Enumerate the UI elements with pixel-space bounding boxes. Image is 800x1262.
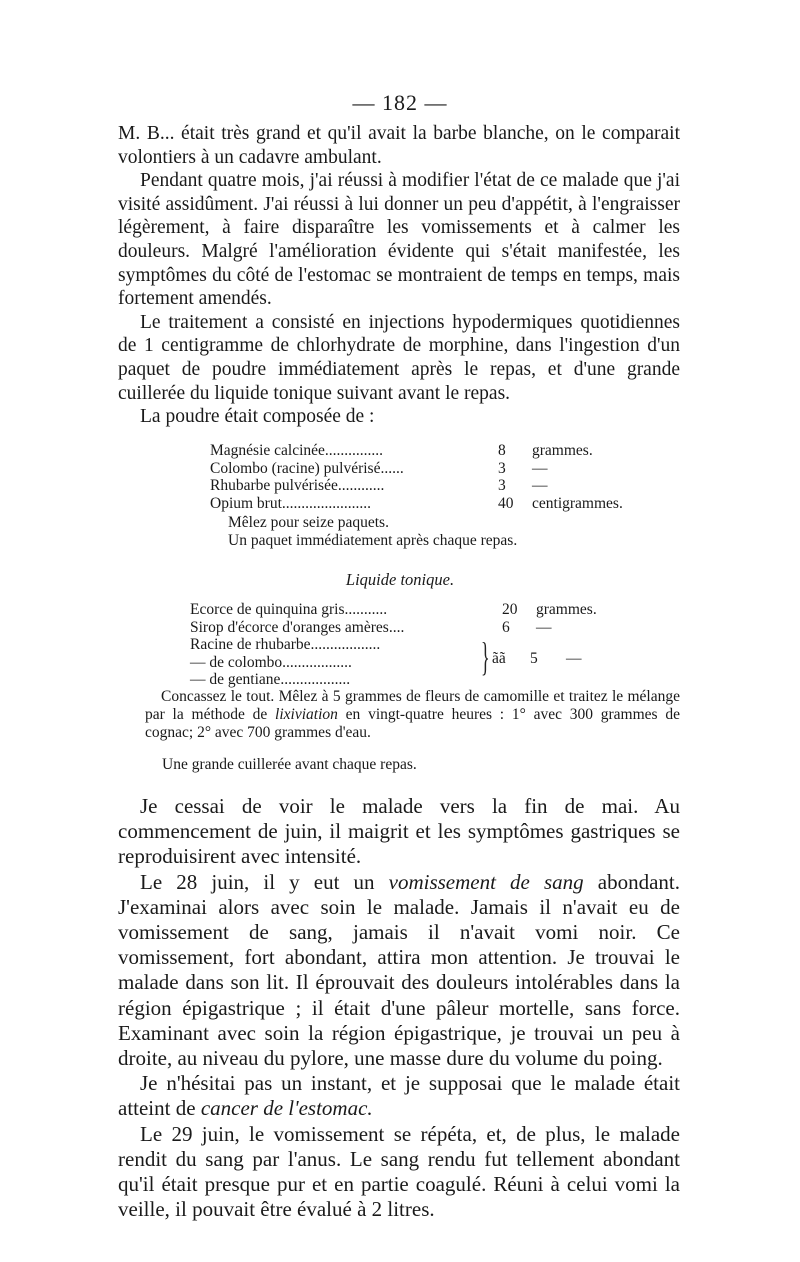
paragraph: Le traitement a consisté en injections hypodermiques quotidiennes de 1 centigramme de chlorhydrate de morphine, dans l'ingestion d'un paquet de poudre immédiatement après le repas, et d'une grande cuillerée du liquide tonique suivant avant le repas. [118, 311, 680, 404]
paragraph: Je cessai de voir le malade vers la fin de mai. Au commencement de juin, il maigrit et les symptômes gastriques se reproduisirent avec intensité. [118, 794, 680, 869]
ingredient-name: Sirop d'écorce d'oranges amères.... [190, 618, 405, 636]
dosage-note: Une grande cuillerée avant chaque repas. [162, 756, 417, 773]
ingredient-dose: 40 centigrammes. [498, 494, 623, 512]
tonic-title: Liquide tonique. [345, 570, 455, 589]
paragraph: M. B... était très grand et qu'il avait la barbe blanche, on le comparait volontiers à un cadavre ambulant. [118, 123, 680, 168]
paragraph: Pendant quatre mois, j'ai réussi à modifier l'état de ce malade que j'ai visité assidûment. J'ai réussi à lui donner un peu d'appétit, à l'engraisser légèrement, à faire disparaître les vomissements et à calmer les douleurs. Malgré l'amélioration évidente qui s'était manifestée, les symptômes du côté de l'estomac se montraient de temps en temps, mais fortement amendés. [118, 170, 680, 310]
ingredient-name: Racine de rhubarbe.................. [190, 636, 381, 654]
paragraph: La poudre était composée de : [140, 406, 375, 428]
ingredient-dose: 6 — [502, 618, 552, 636]
page-number: — 182 — [352, 90, 448, 115]
ingredient-name: Colombo (racine) pulvérisé...... [210, 459, 404, 477]
ingredient-dose: 3 — [498, 459, 548, 477]
ingredient-dose: 20 grammes. [502, 601, 597, 618]
paragraph: Je n'hésitai pas un instant, et je supposai que le malade était atteint de cancer de l'estomac. [118, 1071, 680, 1121]
ingredient-dose: 8 grammes. [498, 442, 593, 459]
group-unit: — [566, 650, 582, 667]
paragraph: Le 28 juin, il y eut un vomissement de sang abondant. J'examinai alors avec soin le malade. Jamais il n'avait eu de vomissement de sang, jamais il n'avait vomi noir. Ce vomissement, fort abondant, attira mon attention. Je trouvai le malade dans son lit. Il éprouvait des douleurs intolérables dans la région épigastrique ; il était d'une pâleur mortelle, sans force. Examinant avec soin la région épigastrique, je trouvai un peu à droite, au niveau du pylore, une masse dure du volume du poing. [118, 869, 680, 1071]
paragraph: Le 29 juin, le vomissement se répéta, et, de plus, le malade rendit du sang par l'anus. Le sang rendu fut tellement abondant qu'il était presque pur et en partie coagulé. Réuni à celui vomi la veille, il pouvait être évalué à 2 litres. [118, 1121, 680, 1222]
ingredient-name: — de colombo.................. [190, 653, 352, 671]
ingredient-name: Rhubarbe pulvérisée............ [210, 477, 385, 495]
ingredient-dose: 3 — [498, 477, 548, 495]
ingredient-name: Opium brut....................... [210, 494, 372, 512]
intro-text [118, 122, 680, 429]
ingredient-name: — de gentiane.................. [190, 671, 351, 689]
prescription-note: Un paquet immédiatement après chaque repas. [228, 531, 518, 549]
prescription-note: Mêlez pour seize paquets. [228, 514, 389, 531]
ana-marker: ãã [492, 650, 506, 667]
preparation-instructions: Concassez le tout. Mêlez à 5 grammes de fleurs de camomille et traitez le mélange par la méthode de lixiviation en vingt-quatre heures : 1° avec 300 grammes de cognac; 2° avec 700 grammes d'eau. [145, 688, 680, 742]
group-qty: 5 [530, 650, 538, 667]
closing-text [118, 794, 680, 1222]
brace-mark: } [481, 634, 490, 679]
ingredient-name: Magnésie calcinée............... [210, 442, 384, 459]
ingredient-name: Ecorce de quinquina gris........... [190, 601, 388, 618]
